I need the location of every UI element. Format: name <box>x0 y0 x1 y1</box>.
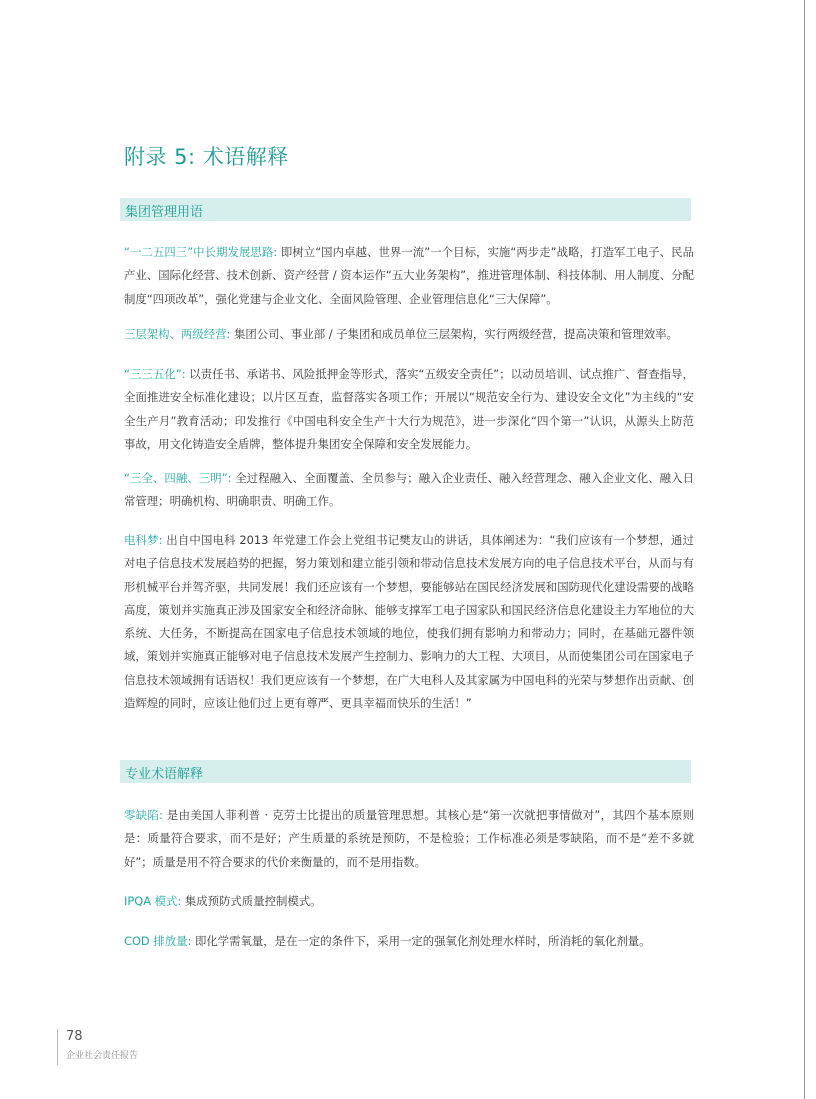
glossary-entry <box>124 363 694 456</box>
report-name: 企业社会责任报告 <box>66 1051 139 1061</box>
section-heading: 集团管理用语 <box>125 205 204 220</box>
glossary-definition: 集成预防式质量控制模式。 <box>181 894 322 908</box>
glossary-term: “三三五化”: <box>124 367 186 381</box>
glossary-entry <box>124 323 694 346</box>
footer-divider <box>57 1029 58 1065</box>
glossary-definition: 即树立“国内卓越、世界一流”一个目标，实施“两步走”战略，打造军工电子、民品产业、国际化经营、技术创新、资产经营 / 资本运作“五大业务架构”，推进管理体制、科技体制、用人制度、分配制度“四项改革”，强化党建与企业文化、全面风险管理、企业管理信息化“三大保障”。 <box>124 245 695 306</box>
glossary-entry <box>124 241 694 311</box>
page-number: 78 <box>66 1029 83 1044</box>
section-heading: 专业术语解释 <box>125 767 204 782</box>
glossary-term: 零缺陷: <box>124 808 163 822</box>
glossary-term: COD 排放量: <box>124 934 192 948</box>
page-title: 附录 5: 术语解释 <box>124 145 289 169</box>
glossary-entry <box>124 930 694 953</box>
glossary-definition: 以责任书、承诺书、风险抵押金等形式，落实“五级安全责任”；以动员培训、试点推广、督查指导，全面推进安全标准化建设；以片区互查，监督落实各项工作；开展以“规范安全行为、建设安全文化”为主线的“安全生产月”教育活动；印发推行《中国电科安全生产十大行为规范》，进一步深化“四个第一”认识，从源头上防范事故，用文化铸造安全盾牌，整体提升集团安全保障和安全发展能力。 <box>124 367 694 451</box>
glossary-definition: 即化学需氧量，是在一定的条件下，采用一定的强氧化剂处理水样时，所消耗的氧化剂量。 <box>191 934 651 948</box>
glossary-entry <box>124 804 694 874</box>
glossary-entry <box>124 467 694 514</box>
section-header-group-terms <box>120 198 691 221</box>
glossary-term: IPQA 模式: <box>124 894 182 908</box>
glossary-term: “三全、四融、三明”: <box>124 471 232 485</box>
glossary-definition: 是由美国人菲利普 · 克劳士比提出的质量管理思想。其核心是“第一次就把事情做对”，其四个基本原则是：质量符合要求，而不是好；产生质量的系统是预防，不是检验；工作标准必须是零缺陷，而不是“差不多就好”；质量是用不符合要求的代价来衡量的，而不是用指数。 <box>124 808 694 869</box>
section-header-technical-terms <box>120 760 691 783</box>
glossary-term: “一二五四三”中长期发展思路: <box>124 245 278 259</box>
glossary-term: 三层架构、两级经营: <box>124 327 231 341</box>
glossary-definition: 出自中国电科 2013 年党建工作会上党组书记樊友山的讲话，具体阐述为：“我们应该有一个梦想，通过对电子信息技术发展趋势的把握，努力策划和建立能引领和带动信息技术发展方向的电子信息技术平台，从而与有形机械平台并驾齐驱，共同发展！我们还应该有一个梦想，要能够站在国民经济发展和国防现代化建设需要的战略高度，策划并实施真正涉及国家安全和经济命脉、能够支撑军工电子国家队和国民经济信息化建设主力军地位的大系统、大任务，不断提高在国家电子信息技术领域的地位，使我们拥有影响力和带动力；同时，在基础元器件领域，策划并实施真正能够对电子信息技术发展产生控制力、影响力的大工程、大项目，从而使集团公司在国家电子信息技术领域拥有话语权！我们更应该有一个梦想，在广大电科人及其家属为中国电科的光荣与梦想作出贡献、创造辉煌的同时，应该让他们过上更有尊严、更具幸福而快乐的生活！” <box>124 533 694 711</box>
glossary-term: 电科梦: <box>124 533 163 547</box>
glossary-entry <box>124 529 694 715</box>
glossary-entry <box>124 890 694 913</box>
glossary-definition: 集团公司、事业部 / 子集团和成员单位三层架构，实行两级经营，提高决策和管理效率。 <box>230 327 678 341</box>
page-edge-rule <box>804 0 805 1099</box>
glossary-definition: 全过程融入、全面覆盖、全员参与；融入企业责任、融入经营理念、融入企业文化、融入日常管理；明确机构、明确职责、明确工作。 <box>124 471 695 509</box>
